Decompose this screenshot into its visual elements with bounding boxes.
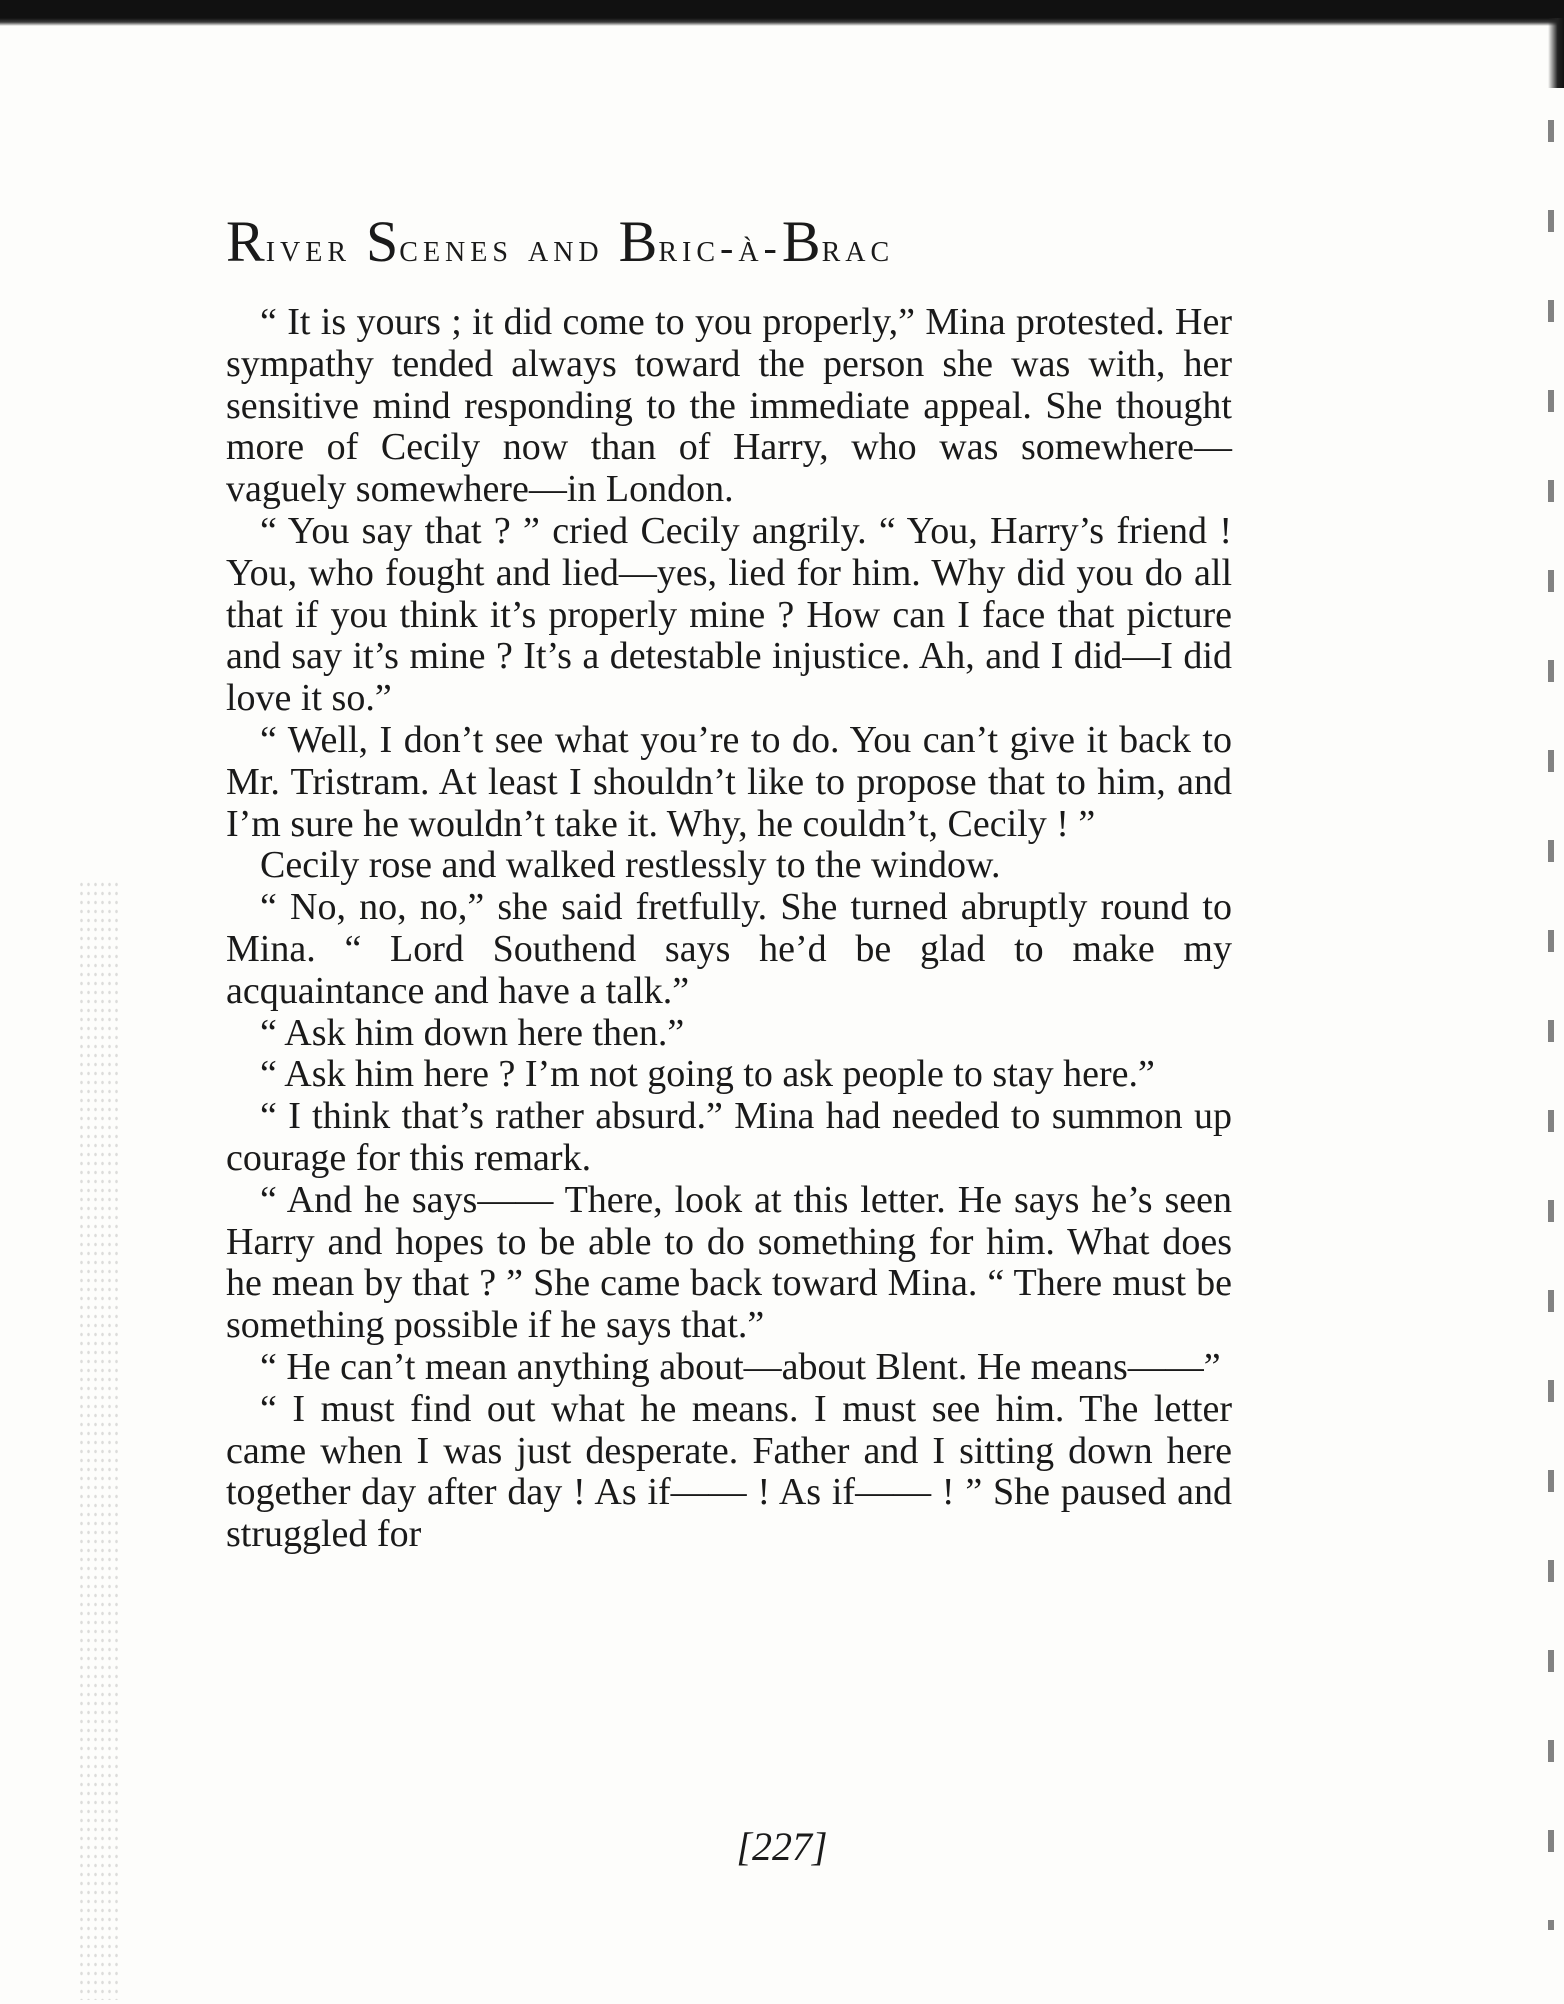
paragraph: “ I think that’s rather absurd.” Mina had needed to summon up courage for this remark. bbox=[226, 1095, 1232, 1179]
running-head-word: ric-à- bbox=[658, 225, 782, 270]
paragraph: “ No, no, no,” she said fretfully. She turned abruptly round to Mina. “ Lord Southend says he’d be glad to make my acquaintance and have a talk.” bbox=[226, 886, 1232, 1012]
page-corner-shadow bbox=[1548, 18, 1564, 88]
running-head-word: iver bbox=[265, 225, 352, 270]
paragraph: “ I must find out what he means. I must see him. The letter came when I was just desperate. Father and I sitting down here together day after day ! As if—— ! As if—— ! ” She paused and struggled for bbox=[226, 1387, 1232, 1556]
running-head-initial: B bbox=[781, 209, 822, 274]
page-top-edge bbox=[0, 0, 1564, 26]
paragraph: “ He can’t mean anything about—about Blent. He means——” bbox=[260, 1345, 1221, 1388]
paragraph: “ Well, I don’t see what you’re to do. You can’t give it back to Mr. Tristram. At least I shouldn’t like to propose that to him, and I’m sure he wouldn’t take it. Why, he couldn’t, Cecily ! ” bbox=[226, 718, 1232, 845]
paragraph: “ You say that ? ” cried Cecily angrily. “ You, Harry’s friend ! You, who fought and lied—yes, lied for him. Why did you do all that if you think it’s properly mine ? How can I face that picture and say it’s mine ? It’s a detestable injustice. Ah, and I did—I did love it so.” bbox=[226, 509, 1232, 720]
paragraph: “ Ask him here ? I’m not going to ask people to stay here.” bbox=[260, 1053, 1155, 1096]
running-head-initial: S bbox=[366, 209, 400, 274]
running-head-word: and bbox=[527, 225, 604, 270]
running-head-initial: B bbox=[618, 209, 659, 274]
page-number: [227] bbox=[736, 1824, 828, 1869]
running-head-word: rac bbox=[821, 225, 895, 270]
paragraph: “ Ask him down here then.” bbox=[260, 1011, 685, 1054]
running-head-word: cenes bbox=[399, 225, 513, 270]
paragraph: “ And he says—— There, look at this letter. He says he’s seen Harry and hopes to be able to do something for him. What does he mean by that ? ” She came back toward Mina. “ There must be something possible if he says that.” bbox=[226, 1178, 1232, 1347]
body-text bbox=[226, 302, 1232, 1556]
paragraph: “ It is yours ; it did come to you properly,” Mina protested. Her sympathy tended always toward the person she was with, her sensitive mind responding to the immediate appeal. She thought more of Cecily now than of Harry, who was somewhere—vaguely somewhere—in London. bbox=[226, 301, 1232, 511]
paragraph: Cecily rose and walked restlessly to the window. bbox=[260, 844, 1001, 887]
running-head bbox=[226, 209, 1232, 278]
page-right-edge bbox=[1548, 80, 1554, 1930]
running-head-initial: R bbox=[226, 209, 266, 274]
